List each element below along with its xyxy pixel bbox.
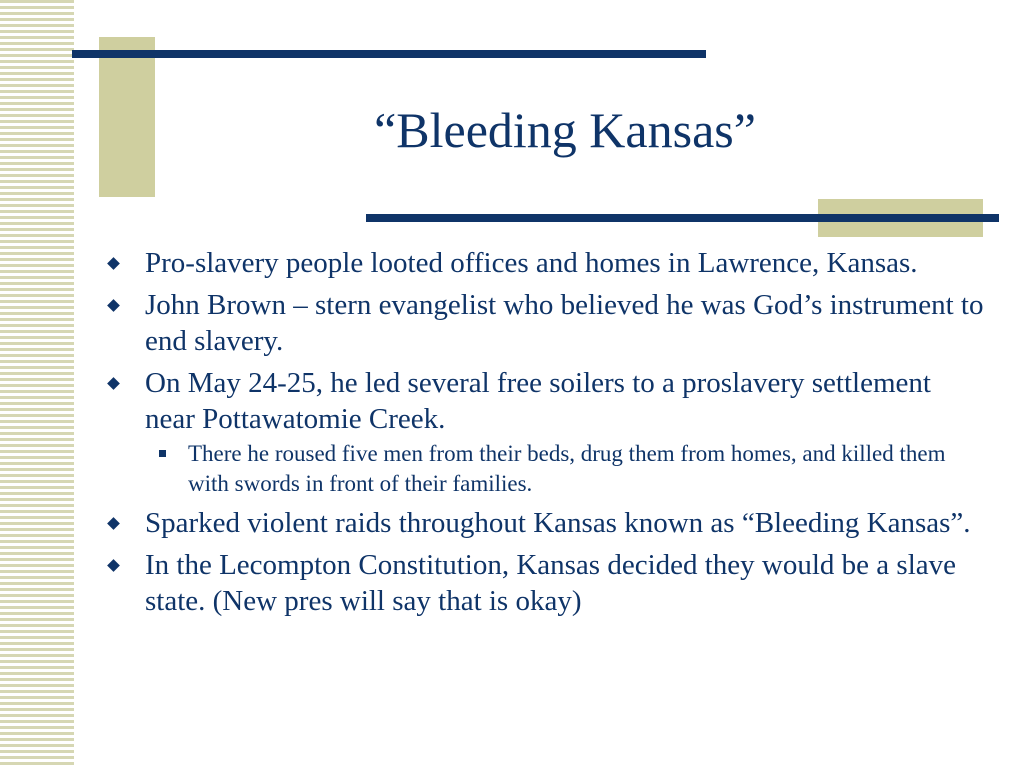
diamond-bullet-icon (107, 517, 120, 530)
diamond-bullet-icon (107, 299, 120, 312)
title-decoration-square (99, 37, 155, 197)
bullet-text: In the Lecompton Constitution, Kansas decided they would be a slave state. (New pres will say that is okay) (145, 549, 957, 617)
sub-bullet-list (145, 439, 984, 499)
sub-bullet-text: There he roused five men from their beds, drug them from homes, and killed them with swords in front of their families. (188, 441, 946, 496)
bullet-item (104, 287, 984, 359)
bullet-item (104, 505, 984, 541)
sub-bullet-item (145, 439, 984, 499)
bullet-item (104, 245, 984, 281)
title-bottom-rule (366, 214, 999, 222)
bullet-text: On May 24-25, he led several free soilers to a proslavery settlement near Pottawatomie Creek. (145, 367, 931, 435)
diamond-bullet-icon (107, 559, 120, 572)
square-bullet-icon (159, 450, 166, 457)
bullet-text: John Brown – stern evangelist who believed he was God’s instrument to end slavery. (145, 289, 984, 357)
bullet-text: Pro-slavery people looted offices and homes in Lawrence, Kansas. (145, 247, 918, 279)
diamond-bullet-icon (107, 377, 120, 390)
bullet-item (104, 547, 984, 619)
left-stripe-band (0, 0, 74, 768)
title-top-rule (72, 50, 706, 58)
slide-title: “Bleeding Kansas” (374, 102, 756, 158)
bullet-list (104, 245, 984, 625)
bullet-item (104, 365, 984, 499)
bullet-text: Sparked violent raids throughout Kansas known as “Bleeding Kansas”. (145, 507, 971, 539)
diamond-bullet-icon (107, 257, 120, 270)
